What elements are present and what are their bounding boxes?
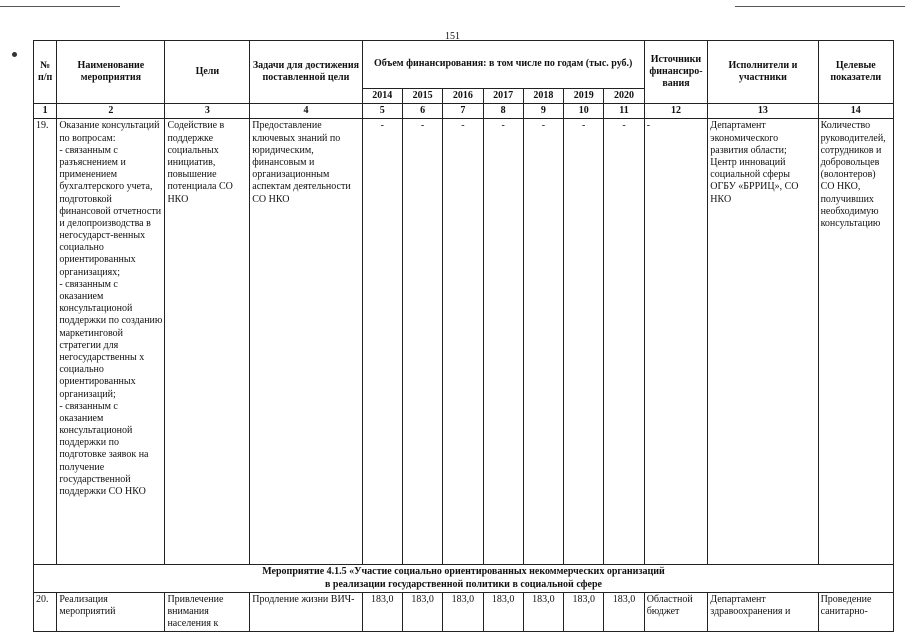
row19-year-value: -	[483, 119, 523, 565]
col-number: 1	[34, 104, 57, 119]
row19-targets: Количество руководителей, сотрудников и добровольцев (волонтеров) СО НКО, получивших необходимую консультацию	[818, 119, 893, 565]
row20-executors: Департамент здравоохранения и	[708, 592, 818, 632]
col-number: 12	[644, 104, 708, 119]
col-number: 13	[708, 104, 818, 119]
year-2017: 2017	[483, 89, 523, 104]
header-name: Наименование мероприятия	[57, 41, 165, 104]
row19-year-value: -	[402, 119, 442, 565]
top-rule-left	[0, 6, 120, 7]
header-tasks: Задачи для достижения поставленной цели	[250, 41, 362, 104]
row20-name: Реализация мероприятий	[57, 592, 165, 632]
row19-year-value: -	[604, 119, 644, 565]
header-sources: Источники финансиро-вания	[644, 41, 708, 104]
row20-tasks: Продление жизни ВИЧ-	[250, 592, 362, 632]
row19-year-value: -	[362, 119, 402, 565]
col-number: 3	[165, 104, 250, 119]
section-heading-line2: в реализации государственной политики в социальной сфере	[325, 578, 602, 590]
row20-year-value: 183,0	[523, 592, 563, 632]
row19-num: 19.	[34, 119, 57, 565]
header-num: № п/п	[34, 41, 57, 104]
row20-year-value: 183,0	[402, 592, 442, 632]
col-number: 7	[443, 104, 483, 119]
col-number: 10	[564, 104, 604, 119]
header-goals: Цели	[165, 41, 250, 104]
col-number: 14	[818, 104, 893, 119]
year-2015: 2015	[402, 89, 442, 104]
header-targets: Целевые показатели	[818, 41, 893, 104]
row20-year-value: 183,0	[604, 592, 644, 632]
col-number: 9	[523, 104, 563, 119]
row20-goals: Привлечение внимания населения к	[165, 592, 250, 632]
row20-targets: Проведение санитарно-	[818, 592, 893, 632]
year-2019: 2019	[564, 89, 604, 104]
table-row	[34, 592, 894, 632]
row20-source: Областной бюджет	[644, 592, 708, 632]
header-funding: Объем финансирования: в том числе по годам (тыс. руб.)	[362, 41, 644, 89]
row19-name: Оказание консультаций по вопросам: - связанным с разъяснением и применением бухгалтерского учета, подготовкой финансовой отчетности и делопроизводства в негосударст-венных социально ориентированных организациях; - связанным с оказанием консультационой поддержки по созданию маркетинговой стратегии для негосударственны х социально ориентированных организаций; - связанным с оказанием консультационой поддержки по подготовке заявок на получение государственной поддержки СО НКО	[57, 119, 165, 565]
row19-year-value: -	[564, 119, 604, 565]
col-number: 5	[362, 104, 402, 119]
top-rule-right	[735, 6, 905, 7]
row20-year-value: 183,0	[564, 592, 604, 632]
program-table	[33, 40, 894, 632]
table-row	[34, 119, 894, 565]
row20-num: 20.	[34, 592, 57, 632]
scan-dot	[12, 52, 17, 57]
row20-year-value: 183,0	[483, 592, 523, 632]
col-number: 8	[483, 104, 523, 119]
page-number: 151	[445, 31, 460, 42]
col-number: 2	[57, 104, 165, 119]
row19-source: -	[644, 119, 708, 565]
year-2014: 2014	[362, 89, 402, 104]
row20-year-value: 183,0	[443, 592, 483, 632]
section-heading	[34, 565, 894, 592]
row19-tasks: Предоставление ключевых знаний по юридическим, финансовым и организационным аспектам деятельности СО НКО	[250, 119, 362, 565]
header-executors: Исполнители и участники	[708, 41, 818, 104]
row19-goals: Содействие в поддержке социальных инициатив, повышение потенциала СО НКО	[165, 119, 250, 565]
year-2016: 2016	[443, 89, 483, 104]
row20-year-value: 183,0	[362, 592, 402, 632]
row19-executors: Департамент экономического развития области; Центр инноваций социальной сферы ОГБУ «БРРИЦ», СО НКО	[708, 119, 818, 565]
col-number: 11	[604, 104, 644, 119]
year-2020: 2020	[604, 89, 644, 104]
section-heading-line1: Мероприятие 4.1.5 «Участие социально ориентированных некоммерческих организаций	[262, 566, 665, 578]
row19-year-value: -	[443, 119, 483, 565]
year-2018: 2018	[523, 89, 563, 104]
col-number: 6	[402, 104, 442, 119]
row19-year-value: -	[523, 119, 563, 565]
col-number: 4	[250, 104, 362, 119]
